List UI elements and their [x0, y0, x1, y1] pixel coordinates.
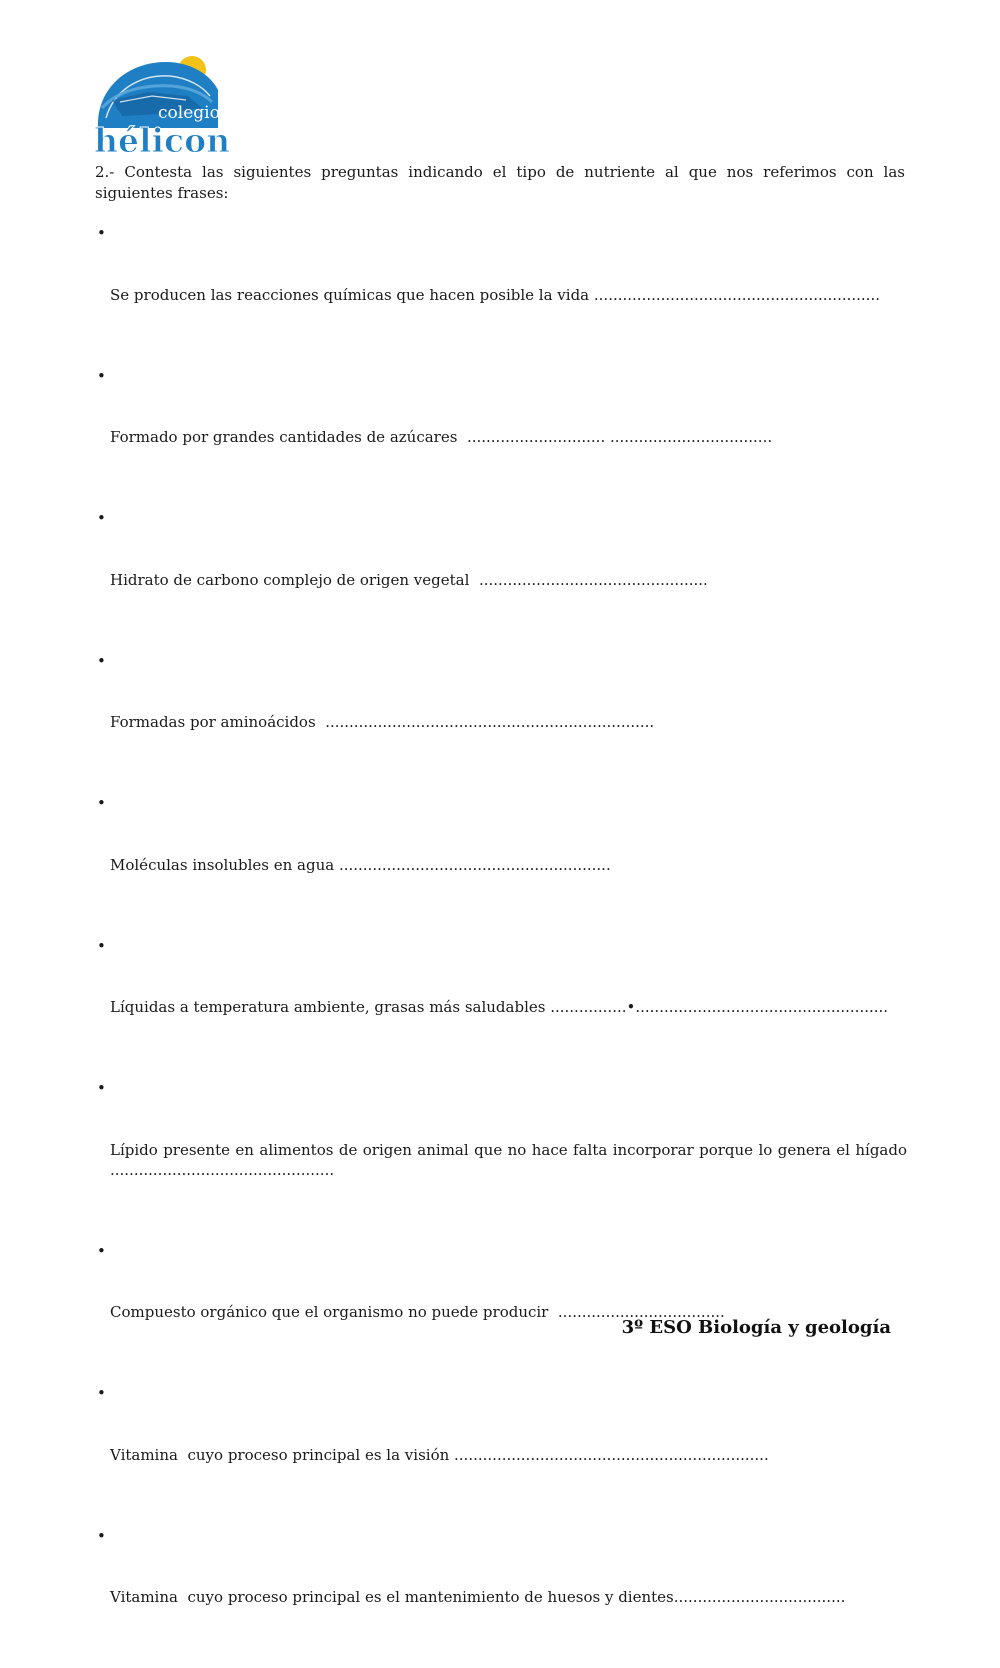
- list-item-text: Se producen las reacciones químicas que hacen posible la vida ............................................................: [110, 285, 880, 304]
- bullet-icon: •: [97, 1241, 106, 1260]
- list-item-text: Líquidas a temperatura ambiente, grasas más saludables ................•.....................................................: [110, 998, 889, 1016]
- bullet-icon: •: [97, 224, 106, 242]
- bullet-icon: •: [97, 1526, 106, 1545]
- list-item: [97, 223, 907, 346]
- question-prompt: 2.- Contesta las siguientes preguntas indicando el tipo de nutriente al que nos referimos con las siguientes frases:: [95, 163, 905, 202]
- list-item: [97, 1526, 907, 1649]
- list-item-text: Lípido presente en alimentos de origen animal que no hace falta incorporar porque lo genera el hígado ...............................................: [110, 1140, 912, 1179]
- list-item: [97, 1241, 907, 1364]
- list-item: [97, 1078, 912, 1222]
- list-item-text: Vitamina cuyo proceso principal es la visión ..................................................................: [110, 1445, 769, 1464]
- logo-small-text: colegio: [158, 103, 220, 123]
- question-list: [97, 223, 912, 1668]
- bullet-icon: •: [97, 509, 106, 527]
- list-item-text: Formado por grandes cantidades de azúcares ............................. ..................................: [110, 428, 773, 446]
- list-item-text: Hidrato de carbono complejo de origen vegetal ................................................: [110, 570, 708, 589]
- footer-course-label: 3º ESO Biología y geología: [621, 1317, 891, 1338]
- list-item: [97, 508, 907, 631]
- bullet-icon: •: [97, 936, 106, 955]
- logo-brand-text: hélicon: [94, 121, 231, 160]
- bullet-icon: •: [97, 794, 106, 812]
- bullet-icon: •: [97, 366, 106, 385]
- list-item: [97, 1383, 907, 1506]
- list-item-text: Formadas por aminoácidos .....................................................................: [110, 713, 655, 731]
- logo-graphic: [92, 56, 232, 162]
- bullet-icon: •: [97, 651, 106, 670]
- list-item-text: Moléculas insolubles en agua .........................................................: [110, 855, 611, 874]
- school-logo: [92, 56, 232, 162]
- bullet-icon: •: [97, 1384, 106, 1402]
- list-item: [97, 793, 907, 916]
- bullet-icon: •: [97, 1079, 106, 1097]
- list-item: [97, 366, 907, 489]
- list-item: [97, 651, 907, 774]
- list-item-text: Vitamina cuyo proceso principal es el mantenimiento de huesos y dientes....................................: [110, 1588, 846, 1606]
- list-item-text: Compuesto orgánico que el organismo no puede producir ...................................: [110, 1303, 725, 1321]
- list-item: [97, 936, 907, 1059]
